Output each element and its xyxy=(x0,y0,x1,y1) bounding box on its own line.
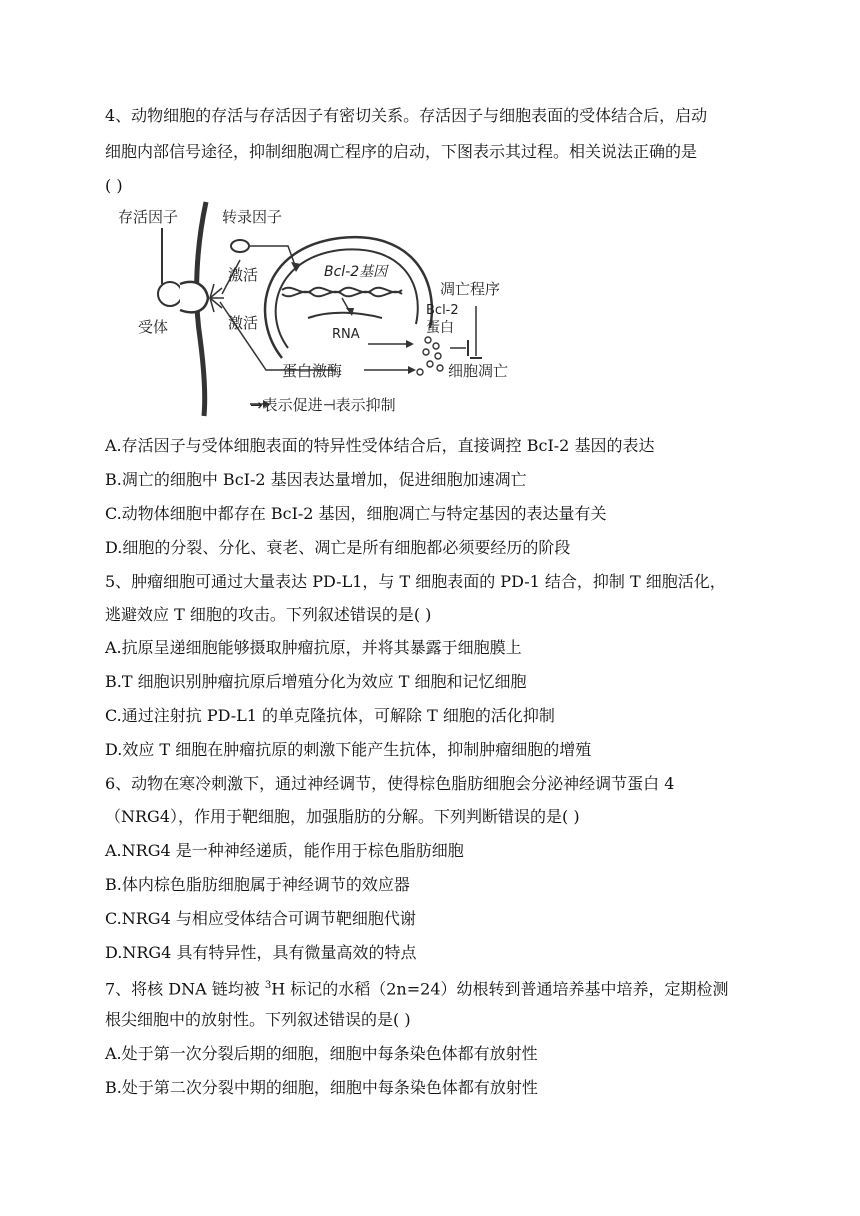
arrow-to-kinase xyxy=(220,302,336,370)
bcl2-protein-dots xyxy=(417,337,443,375)
q4-option-b: B.凋亡的细胞中 BcI-2 基因表达量增加，促进细胞加速凋亡 xyxy=(105,470,527,489)
q6-option-a: A.NRG4 是一种神经递质，能作用于棕色脂肪细胞 xyxy=(105,841,464,860)
label-gene: Bcl-2基因 xyxy=(324,264,388,280)
q7-option-b: B.处于第二次分裂中期的细胞，细胞中每条染色体都有放射性 xyxy=(105,1078,538,1097)
q6-stem-line1: 6、动物在寒冷刺激下，通过神经调节，使得棕色脂肪细胞会分泌神经调节蛋白 4 xyxy=(105,774,675,793)
q5-option-a: A.抗原呈递细胞能够摄取肿瘤抗原，并将其暴露于细胞膜上 xyxy=(105,638,522,657)
q4-option-d: D.细胞的分裂、分化、衰老、凋亡是所有细胞都必须要经历的阶段 xyxy=(105,538,571,557)
label-survival-factor: 存活因子 xyxy=(118,208,179,226)
survival-factor xyxy=(158,282,182,306)
dna-strand-2 xyxy=(282,292,402,297)
activation-star xyxy=(210,284,224,312)
rna-strand xyxy=(308,313,382,318)
q5-stem-line2: 逃避效应 T 细胞的攻击。下列叙述错误的是( ) xyxy=(105,605,432,624)
q6-option-c: C.NRG4 与相应受体结合可调节靶细胞代谢 xyxy=(105,909,416,928)
label-activate-2: 激活 xyxy=(228,314,259,332)
label-protein-1: Bcl-2 xyxy=(426,303,459,318)
q5-stem-line1: 5、肿瘤细胞可通过大量表达 PD-L1，与 T 细胞表面的 PD-1 结合，抑制 T 细胞活化， xyxy=(105,572,726,591)
q7-option-a: A.处于第一次分裂后期的细胞，细胞中每条染色体都有放射性 xyxy=(105,1044,538,1063)
label-cell-apoptosis: 细胞凋亡 xyxy=(448,362,509,380)
receptor-shape xyxy=(180,282,208,312)
label-protein-2: 蛋白 xyxy=(426,320,454,336)
q4-option-a: A.存活因子与受体细胞表面的特异性受体结合后，直接调控 BcI-2 基因的表达 xyxy=(105,436,655,455)
q7-stem-post: H 标记的水稻（2n=24）幼根转到普通培养基中培养，定期检测 xyxy=(271,979,729,999)
transcription-factor-shape xyxy=(231,240,249,252)
q7-stem-line2: 根尖细胞中的放射性。下列叙述错误的是( ) xyxy=(105,1010,411,1029)
label-legend: →表示促进⊣表示抑制 xyxy=(250,396,396,414)
q4-stem-line1: 4、动物细胞的存活与存活因子有密切关系。存活因子与细胞表面的受体结合后，启动 xyxy=(105,106,708,125)
q7-stem-line1 xyxy=(105,976,729,999)
q5-option-c: C.通过注射抗 PD-L1 的单克隆抗体，可解除 T 细胞的活化抑制 xyxy=(105,706,555,725)
apoptosis-diagram xyxy=(110,198,530,418)
q7-stem-pre: 7、将核 DNA 链均被 xyxy=(105,979,265,999)
label-rna: RNA xyxy=(332,327,360,342)
label-activate-1: 激活 xyxy=(228,266,259,284)
q4-stem-line3: ( ) xyxy=(105,176,123,195)
label-kinase: 蛋白激酶 xyxy=(282,362,343,380)
q5-option-d: D.效应 T 细胞在肿瘤抗原的刺激下能产生抗体，抑制肿瘤细胞的增殖 xyxy=(105,740,592,759)
q4-stem-line2: 细胞内部信号途径，抑制细胞凋亡程序的启动，下图表示其过程。相关说法正确的是 xyxy=(105,142,698,161)
q6-option-b: B.体内棕色脂肪细胞属于神经调节的效应器 xyxy=(105,875,410,894)
q5-option-b: B.T 细胞识别肿瘤抗原后增殖分化为效应 T 细胞和记忆细胞 xyxy=(105,672,527,691)
q6-option-d: D.NRG4 具有特异性，具有微量高效的特点 xyxy=(105,943,417,962)
label-apoptosis-program: 凋亡程序 xyxy=(440,280,501,298)
q6-stem-line2: （NRG4），作用于靶细胞，加强脂肪的分解。下列判断错误的是( ) xyxy=(105,807,580,826)
q4-option-c: C.动物体细胞中都存在 BcI-2 基因，细胞凋亡与特定基因的表达量有关 xyxy=(105,504,607,523)
q7-superscript: 3 xyxy=(264,980,272,991)
dna-strand-1 xyxy=(282,288,402,293)
label-transcription-factor: 转录因子 xyxy=(222,208,283,226)
label-receptor: 受体 xyxy=(138,318,169,336)
